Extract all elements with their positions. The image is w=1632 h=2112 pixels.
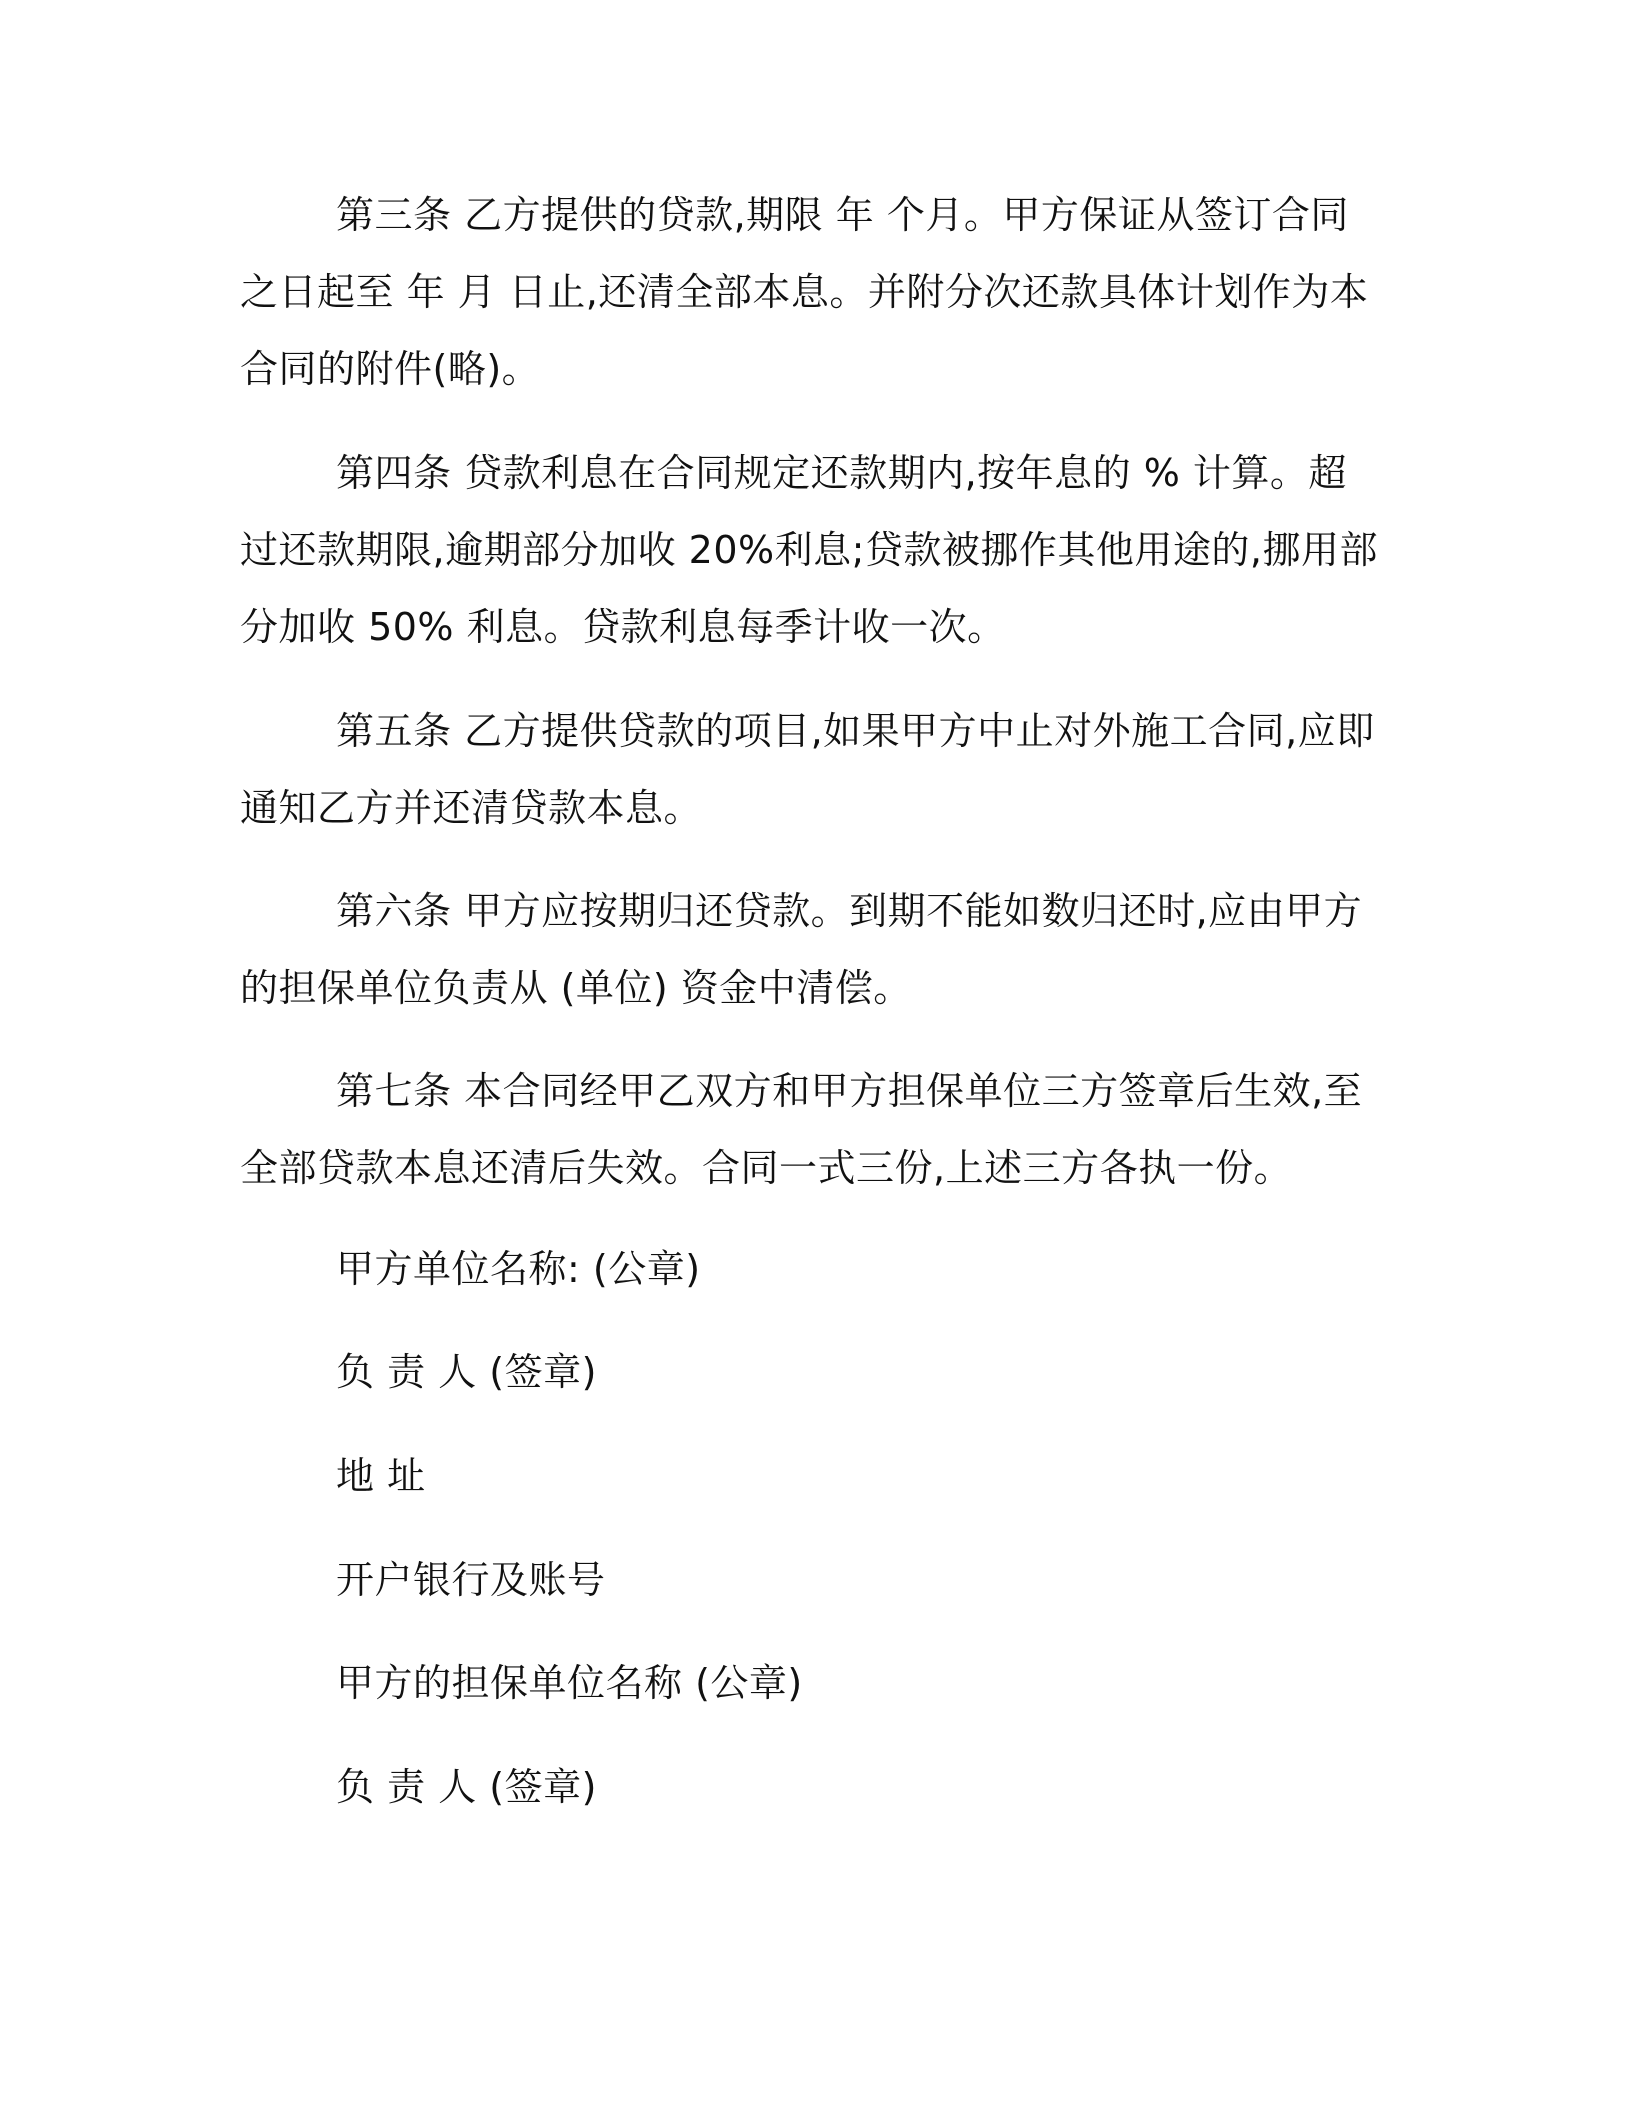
- party-a-name-field: 甲方单位名称: (公章): [336, 1247, 701, 1291]
- party-a-bank-account-field: 开户银行及账号: [336, 1558, 606, 1602]
- party-a-representative-field: 负 责 人 (签章): [336, 1350, 597, 1394]
- party-a-address-field: 地 址: [336, 1454, 426, 1498]
- clause-4: 第四条 贷款利息在合同规定还款期内,按年息的 % 计算。超过还款期限,逾期部分加收 20%利息;贷款被挪作其他用途的,挪用部分加收 50% 利息。贷款利息每季计收一次。: [240, 451, 1379, 649]
- clause-7: 第七条 本合同经甲乙双方和甲方担保单位三方签章后生效,至全部贷款本息还清后失效。合同一式三份,上述三方各执一份。: [240, 1069, 1363, 1190]
- clause-3: 第三条 乙方提供的贷款,期限 年 个月。甲方保证从签订合同之日起至 年 月 日止,还清全部本息。并附分次还款具体计划作为本合同的附件(略)。: [240, 193, 1369, 391]
- clause-5: 第五条 乙方提供贷款的项目,如果甲方中止对外施工合同,应即通知乙方并还清贷款本息。: [240, 709, 1375, 830]
- guarantor-name-field: 甲方的担保单位名称 (公章): [336, 1661, 803, 1705]
- clause-6: 第六条 甲方应按期归还贷款。到期不能如数归还时,应由甲方的担保单位负责从 (单位) 资金中清偿。: [240, 889, 1363, 1010]
- guarantor-representative-field: 负 责 人 (签章): [336, 1765, 597, 1809]
